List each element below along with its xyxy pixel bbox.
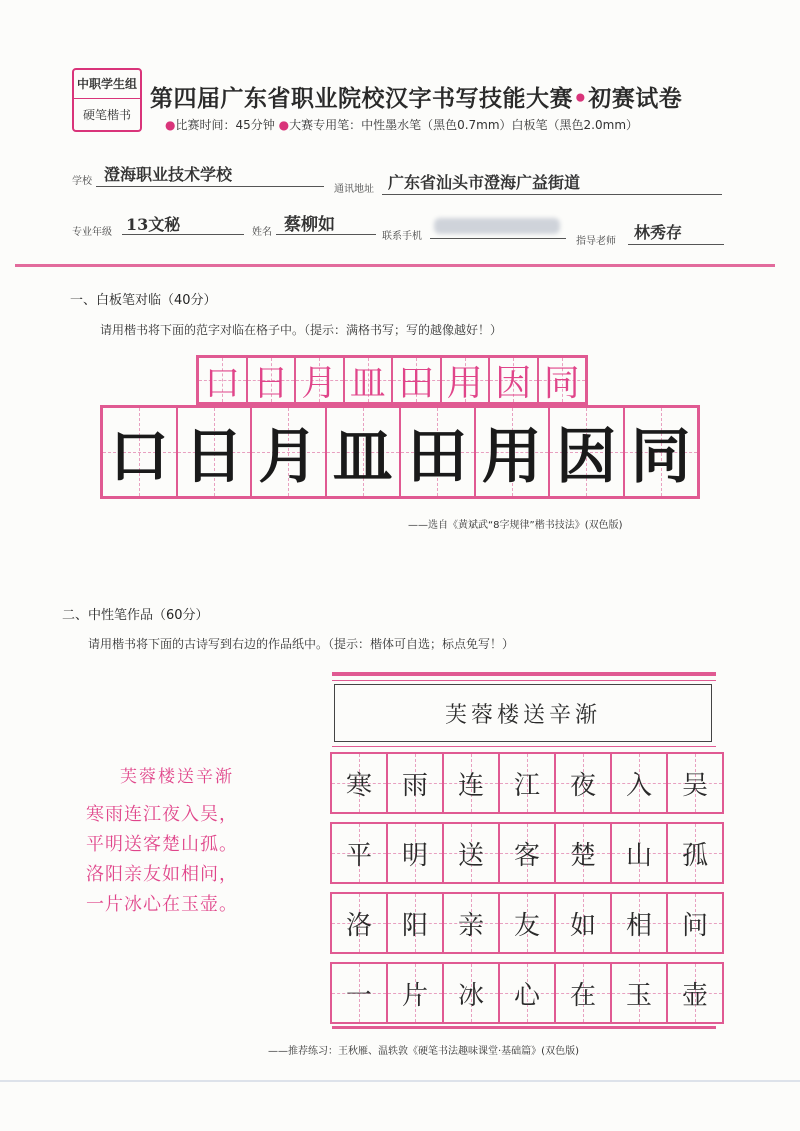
work-row xyxy=(330,962,724,1024)
grade-label: 专业年级 xyxy=(72,227,112,238)
poem-title: 芙蓉楼送辛渐 xyxy=(120,767,234,787)
grade-value: 13文秘 xyxy=(126,215,181,234)
poem-line: 寒雨连江夜入吴， xyxy=(86,804,238,825)
school-field[interactable] xyxy=(96,160,324,187)
work-cell[interactable]: 山 xyxy=(611,823,667,883)
model-char-cell: 口 xyxy=(198,357,247,403)
section2-source: ——推荐练习：王秋雁、温轶敦《硬笔书法趣味课堂·基础篇》(双色版) xyxy=(268,1046,579,1057)
title-dot: • xyxy=(573,86,589,112)
model-char-cell: 田 xyxy=(392,357,441,403)
poem-line: 洛阳亲友如相问， xyxy=(86,864,238,885)
work-cell[interactable]: 问 xyxy=(667,893,723,953)
blurred-phone xyxy=(434,218,560,234)
work-cell[interactable]: 友 xyxy=(499,893,555,953)
work-cell[interactable]: 冰 xyxy=(443,963,499,1023)
work-row xyxy=(330,822,724,884)
work-row xyxy=(330,892,724,954)
writing-cell[interactable]: 皿 xyxy=(326,407,401,497)
writing-cell[interactable]: 口 xyxy=(102,407,177,497)
badge-group-label: 中职学生组 xyxy=(74,70,140,99)
address-value: 广东省汕头市澄海广益街道 xyxy=(388,173,581,192)
work-row xyxy=(330,752,724,814)
work-title-box[interactable] xyxy=(334,684,712,742)
writing-cell[interactable]: 因 xyxy=(549,407,624,497)
section1-hint: 请用楷书将下面的范字对临在格子中。（提示：满格书写；写的越像越好！） xyxy=(100,323,503,337)
work-cell[interactable]: 壶 xyxy=(667,963,723,1023)
work-cell[interactable]: 连 xyxy=(443,753,499,813)
teacher-value: 林秀存 xyxy=(634,223,683,242)
work-cell[interactable]: 寒 xyxy=(331,753,387,813)
address-label: 通讯地址 xyxy=(334,184,374,195)
work-top-border-thin xyxy=(332,680,716,681)
teacher-field[interactable] xyxy=(628,218,724,245)
work-cell[interactable]: 如 xyxy=(555,893,611,953)
work-cell[interactable]: 亲 xyxy=(443,893,499,953)
model-char-cell: 日 xyxy=(247,357,296,403)
writing-cell[interactable]: 日 xyxy=(177,407,252,497)
address-field[interactable] xyxy=(382,168,722,195)
model-char-cell: 皿 xyxy=(344,357,393,403)
section1-source: ——选自《黄斌武“8字规律”楷书技法》(双色版) xyxy=(408,520,623,531)
page-title xyxy=(150,80,682,113)
poem-line: 一片冰心在玉壶。 xyxy=(86,894,238,915)
work-cell[interactable]: 客 xyxy=(499,823,555,883)
exam-pens: 大赛专用笔：中性墨水笔（黑色0.7mm）白板笔（黑色2.0mm） xyxy=(289,118,639,132)
work-cell[interactable]: 在 xyxy=(555,963,611,1023)
bullet-icon: ● xyxy=(278,118,290,132)
title-tail: 初赛试卷 xyxy=(588,86,683,112)
name-value: 蔡柳如 xyxy=(284,215,335,235)
work-title-rule xyxy=(332,746,716,747)
work-cell[interactable]: 入 xyxy=(611,753,667,813)
model-char-cell: 因 xyxy=(489,357,538,403)
writing-cell[interactable]: 用 xyxy=(475,407,550,497)
work-top-border xyxy=(332,672,716,676)
exam-info xyxy=(165,116,638,133)
work-cell[interactable]: 送 xyxy=(443,823,499,883)
work-cell[interactable]: 心 xyxy=(499,963,555,1023)
title-main: 第四届广东省职业院校汉字书写技能大赛 xyxy=(150,86,573,112)
writing-cell[interactable]: 月 xyxy=(251,407,326,497)
work-cell[interactable]: 夜 xyxy=(555,753,611,813)
model-char-cell: 用 xyxy=(441,357,490,403)
school-label: 学校 xyxy=(72,176,92,187)
writing-character-row[interactable] xyxy=(100,405,700,499)
work-cell[interactable]: 孤 xyxy=(667,823,723,883)
work-bottom-rule-thin xyxy=(332,1022,716,1023)
divider xyxy=(15,264,775,267)
scan-edge xyxy=(0,1080,800,1082)
group-badge xyxy=(72,68,142,132)
section1-heading: 一、白板笔对临（40分） xyxy=(70,293,217,308)
work-cell[interactable]: 明 xyxy=(387,823,443,883)
work-bottom-rule xyxy=(332,1026,716,1029)
poem-text xyxy=(86,800,238,920)
phone-label: 联系手机 xyxy=(382,231,422,242)
work-cell[interactable]: 平 xyxy=(331,823,387,883)
name-field[interactable] xyxy=(276,208,376,235)
work-cell[interactable]: 吴 xyxy=(667,753,723,813)
section2-heading: 二、中性笔作品（60分） xyxy=(62,608,209,623)
model-char-cell: 同 xyxy=(538,357,587,403)
grade-field[interactable] xyxy=(122,210,244,235)
poem-line: 平明送客楚山孤。 xyxy=(86,834,238,855)
work-cell[interactable]: 一 xyxy=(331,963,387,1023)
model-character-row xyxy=(196,355,588,405)
work-cell[interactable]: 相 xyxy=(611,893,667,953)
badge-style-label: 硬笔楷书 xyxy=(82,108,131,122)
phone-field[interactable] xyxy=(430,214,566,239)
school-value: 澄海职业技术学校 xyxy=(104,165,233,184)
bullet-icon: ● xyxy=(165,118,176,132)
exam-time: 比赛时间：45分钟 xyxy=(175,118,275,132)
name-label: 姓名 xyxy=(252,227,272,238)
work-grid xyxy=(330,752,724,1024)
work-cell[interactable]: 玉 xyxy=(611,963,667,1023)
section2-hint: 请用楷书将下面的古诗写到右边的作品纸中。（提示：楷体可自选；标点免写！） xyxy=(88,637,515,651)
work-title: 芙蓉楼送辛渐 xyxy=(444,702,601,728)
writing-cell[interactable]: 田 xyxy=(400,407,475,497)
work-cell[interactable]: 阳 xyxy=(387,893,443,953)
work-cell[interactable]: 楚 xyxy=(555,823,611,883)
teacher-label: 指导老师 xyxy=(576,236,616,247)
writing-cell[interactable]: 同 xyxy=(624,407,699,497)
work-cell[interactable]: 洛 xyxy=(331,893,387,953)
work-cell[interactable]: 江 xyxy=(499,753,555,813)
work-cell[interactable]: 片 xyxy=(387,963,443,1023)
model-char-cell: 月 xyxy=(295,357,344,403)
work-cell[interactable]: 雨 xyxy=(387,753,443,813)
